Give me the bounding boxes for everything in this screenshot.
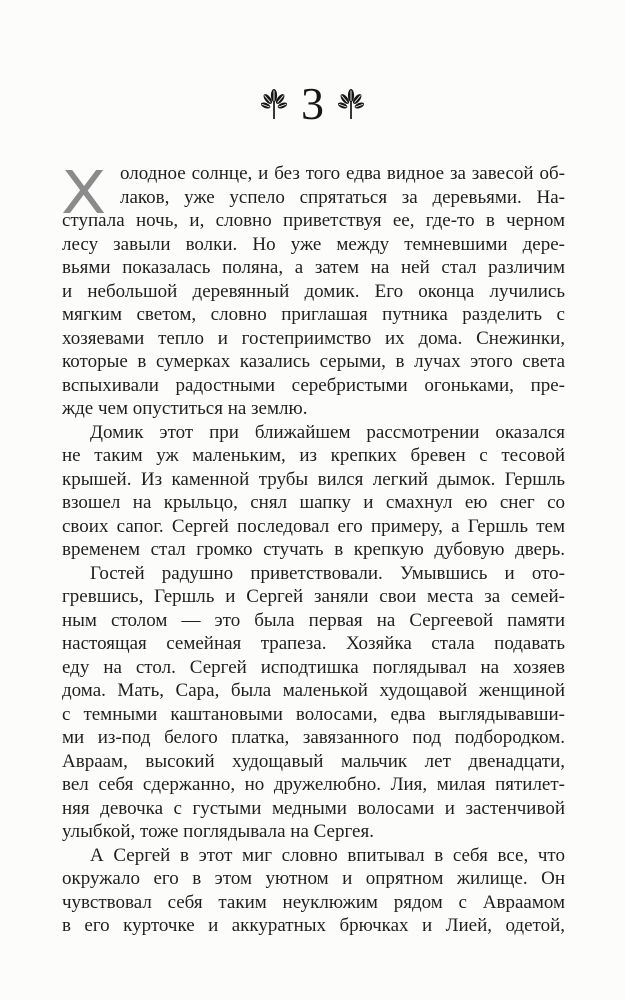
chapter-header: [0, 0, 625, 129]
text-line: настоящая семейная трапеза. Хозяйка стала подавать: [62, 633, 565, 654]
text-line: ным столом — это была первая на Сергеевой памяти: [62, 609, 565, 631]
text-line: Авраам, высокий худощавый мальчик лет двенадцати,: [62, 750, 565, 772]
text-line: вьями показалась поляна, а затем на ней стал различим: [62, 257, 565, 278]
text-line: чувствовал себя таким неуклюжим рядом с Авраамом: [62, 891, 565, 913]
text-line: Гостей радушно приветствовали. Умывшись и ото-: [90, 562, 565, 584]
text-line: и небольшой деревянный домик. Его оконца лучились: [62, 280, 565, 302]
chapter-number: 3: [301, 78, 324, 129]
text-line: А Сергей в этот миг словно впитывал в себя все, что: [90, 844, 565, 866]
text-line: мягким светом, словно приглашая путника разделить с: [62, 304, 565, 325]
text-line: временем стал громко стучать в крепкую дубовую дверь.: [62, 539, 565, 560]
text-line: вспыхивали радостными серебристыми огоньками, пре-: [62, 374, 565, 396]
text-line: с темными каштановыми волосами, едва выглядывавши-: [62, 703, 565, 725]
text-line: лесу завыли волки. Но уже между темневшими дере-: [62, 233, 565, 255]
paragraph: [62, 421, 565, 562]
text-line: гревшись, Гершль и Сергей заняли свои места за семей-: [62, 586, 565, 607]
paragraph: [61, 158, 565, 421]
text-line: вел себя сдержанно, но дружелюбно. Лия, милая пятилет-: [62, 774, 565, 795]
leaf-ornament-icon: [261, 88, 287, 120]
text-line: крышей. Из каменной трубы вился легкий дымок. Гершль: [62, 468, 565, 490]
text-line: дома. Мать, Сара, была маленькой худощавой женщиной: [62, 680, 565, 701]
text-line: няя девочка с густыми медными волосами и застенчивой: [62, 797, 565, 819]
drop-cap-letter: Х: [61, 158, 107, 227]
text-line: жде чем опуститься на землю.: [62, 398, 308, 419]
text-line: ступала ночь, и, словно приветствуя ее, где-то в черном: [62, 210, 565, 231]
text-line: не таким уж маленьким, из крепких бревен с тесовой: [62, 445, 565, 466]
text-line: в его курточке и аккуратных брючках и Лией, одетой,: [62, 915, 565, 936]
text-line: которые в сумерках казались серыми, в лучах этого света: [62, 351, 565, 372]
leaf-ornament-icon: [338, 88, 364, 120]
text-line: ми из-под белого платка, завязанного под подбородком.: [62, 727, 565, 748]
text-line: олодное солнце, и без того едва видное за завесой об-: [120, 163, 565, 184]
paragraph: [62, 562, 565, 844]
text-line: лаков, уже успело спрятаться за деревьями. На-: [120, 186, 565, 208]
text-line: улыбкой, тоже поглядывала на Сергея.: [62, 821, 374, 842]
text-line: своих сапог. Сергей последовал его примеру, а Гершль тем: [62, 515, 565, 537]
text-line: Домик этот при ближайшем рассмотрении оказался: [90, 421, 565, 443]
text-line: еду на стол. Сергей исподтишка поглядывал на хозяев: [62, 656, 565, 678]
text-line: взошел на крыльцо, снял шапку и смахнул ею снег со: [62, 492, 565, 513]
text-line: хозяевами тепло и гостеприимство их дома. Снежинки,: [62, 327, 565, 349]
text-line: окружало его в этом уютном и опрятном жилище. Он: [62, 868, 565, 889]
paragraph: [62, 844, 565, 938]
page-text: [61, 158, 565, 938]
